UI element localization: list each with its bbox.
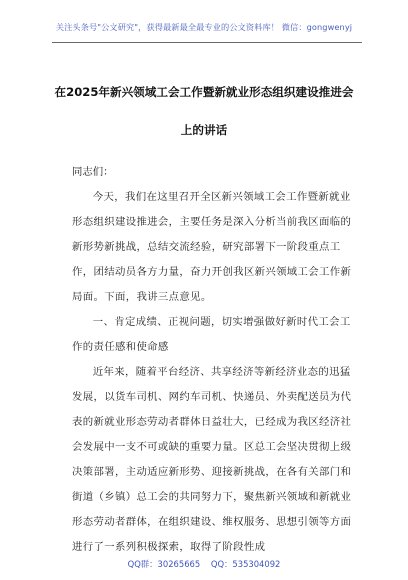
salutation: 同志们： [72, 166, 114, 178]
paragraph-achievements: 近年来，随着平台经济、共享经济等新经济业态的迅猛发展，以货车司机、网约车司机、快递员、外卖配送员为代表的新就业形态劳动者群体日益壮大，已经成为我区经济社会发展中一支不可或缺的重要力量。区总工会坚决贯彻上级决策部署，主动适应新形势、迎接新挑战，在各有关部门和街道（乡镇）总工会的共同努力下，聚焦新兴领域和新就业形态劳动者群体，在组织建设、维权服务、思想引领等方面进行了一系列积极探索，取得了阶段性成 [72, 366, 352, 553]
document-title: 在2025年新兴领域工会工作暨新就业形态组织建设推进会 [54, 85, 354, 99]
footer-contact [0, 558, 408, 570]
header-promo-note: 关注头条号"公文研究"，获得最新最全最专业的公文资料库！ 微信：gongwenyj [55, 22, 353, 32]
document-title-continued: 上的讲话 [180, 123, 228, 137]
footer-qq-number: QQ：535304092 [210, 559, 281, 569]
paragraph-intro: 今天，我们在这里召开全区新兴领域工会工作暨新就业形态组织建设推进会，主要任务是深入分析当前我区面临的新形势新挑战，总结交流经验，研究部署下一阶段重点工作，团结动员各方力量，奋力开创我区新兴领域工会工作新局面。下面，我讲三点意见。 [72, 191, 352, 303]
section-heading-1: 一、肯定成绩、正视问题，切实增强做好新时代工会工作的责任感和使命感 [72, 316, 351, 353]
footer-qq-group: QQ群：30265665 [127, 559, 201, 569]
header-divider [52, 42, 362, 43]
